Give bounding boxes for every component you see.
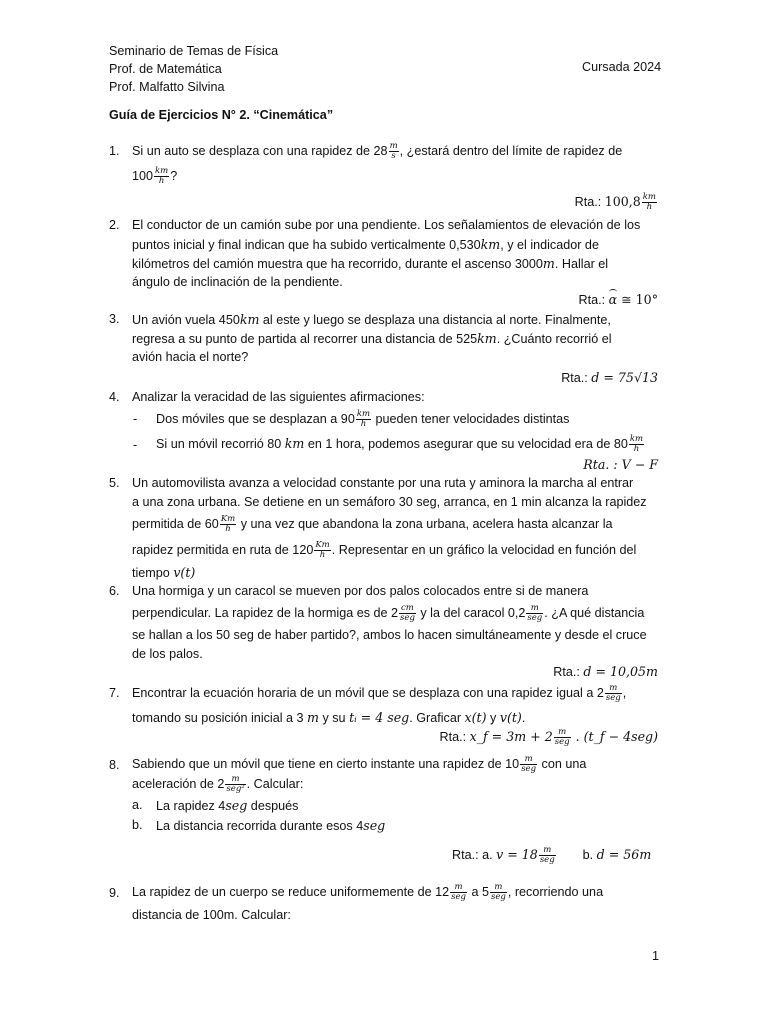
ex8-item-a-label: a. [132, 798, 143, 812]
course-header [109, 42, 278, 96]
ex3-line3: avión hacia el norte? [132, 350, 249, 364]
ex5-number: 5. [109, 476, 120, 490]
ex7-line1: Encontrar la ecuación horaria de un móvil que se desplaza con una rapidez igual a 2 $\frac{m}{\text{seg}}$ , [132, 683, 627, 703]
ex8-item-b-label: b. [132, 818, 143, 832]
ex9-line1: La rapidez de un cuerpo se reduce uniformemente de 12 $\frac{m}{\text{seg}}$ a 5 $\frac{m}{\text{seg}}$ , recorriendo una [132, 882, 604, 902]
ex8-answer: Rta.: a. v = 18 $\frac{m}{\text{seg}}$ b. d = 56m [452, 845, 652, 865]
ex5-line1: Un automovilista avanza a velocidad constante por una ruta y aminora la marcha al entrar [132, 476, 634, 490]
ex4-line1: Analizar la veracidad de las siguientes afirmaciones: [132, 390, 425, 404]
ex2-answer: Rta.: α ≅ 10° [578, 292, 658, 307]
ex7-line2: tomando su posición inicial a 3 m y su tᵢ = 4 seg. Graficar x(t) y v(t). [132, 710, 526, 725]
ex4-statement-2: Si un móvil recorrió 80 km en 1 hora, podemos asegurar que su velocidad era de 80 $\frac{km}{h}$ [156, 434, 644, 454]
ex2-line2: puntos inicial y final indican que ha subido verticalmente 0,530km, y el indicador de [132, 237, 599, 252]
ex4-dash-2: - [133, 438, 138, 452]
cursada-year: Cursada 2024 [582, 60, 662, 74]
ex7-number: 7. [109, 686, 120, 700]
ex8-number: 8. [109, 758, 120, 772]
ex4-dash-1: - [133, 412, 138, 426]
ex8-line2: aceleración de 2 $\frac{m}{\text{seg²}}$ . Calcular: [132, 774, 304, 794]
ex3-line2: regresa a su punto de partida al recorrer una distancia de 525km. ¿Cuánto recorrió el [132, 331, 612, 346]
ex2-line4: ángulo de inclinación de la pendiente. [132, 275, 343, 289]
ex1-answer: Rta.: 100,8 $\frac{km}{h}$ [574, 192, 656, 212]
ex4-statement-1: Dos móviles que se desplazan a 90 $\frac{km}{h}$ pueden tener velocidades distintas [156, 409, 570, 429]
ex3-number: 3. [109, 312, 120, 326]
guide-title: Guía de Ejercicios N° 2. “Cinemática” [109, 108, 334, 122]
ex3-line1: Un avión vuela 450km al este y luego se desplaza una distancia al norte. Finalmente, [132, 312, 611, 327]
ex6-line3: se hallan a los 50 seg de haber partido?, ambos lo hacen simultáneamente y desde el cruce [132, 628, 647, 642]
ex1-number: 1. [109, 144, 120, 158]
ex1-line2: 100 $\frac{km}{h}$ ? [132, 166, 178, 186]
ex2-number: 2. [109, 218, 120, 232]
prof-line-1: Prof. de Matemática [109, 62, 222, 76]
ex9-number: 9. [109, 886, 120, 900]
ex5-line5: tiempo v(t) [132, 565, 196, 580]
ex6-line1: Una hormiga y un caracol se mueven por dos palos colocados entre si de manera [132, 584, 589, 598]
ex2-line1: El conductor de un camión sube por una pendiente. Los señalamientos de elevación de los [132, 218, 641, 232]
ex6-line4: de los palos. [132, 647, 203, 661]
ex3-answer: Rta.: d = 75√13 [561, 370, 658, 385]
ex6-line2: perpendicular. La rapidez de la hormiga es de 2 $\frac{cm}{\text{seg}}$ y la del caracol 0,2 $\frac{m}{\text{seg}}$ . ¿A qué distancia [132, 603, 645, 623]
ex9-line2: distancia de 100m. Calcular: [132, 908, 291, 922]
ex1-fraction-kmh: $\frac{km}{h}$ [155, 166, 169, 186]
seminar-name: Seminario de Temas de Física [109, 44, 279, 58]
ex5-line2: a una zona urbana. Se detiene en un semáforo 30 seg, arranca, en 1 min alcanza la rapidez [132, 495, 647, 509]
ex8-line1: Sabiendo que un móvil que tiene en cierto instante una rapidez de 10 $\frac{m}{\text{seg}}$ con una [132, 754, 587, 774]
page-number: 1 [652, 949, 660, 963]
ex5-line3: permitida de 60 $\frac{Km}{h}$ y una vez que abandona la zona urbana, acelera hasta alcanzar la [132, 514, 613, 534]
ex2-line3: kilómetros del camión muestra que ha recorrido, durante el ascenso 3000m. Hallar el [132, 256, 609, 271]
prof-line-2: Prof. Malfatto Silvina [109, 80, 225, 94]
ex8-item-a: La rapidez 4seg después [156, 798, 299, 813]
ex4-number: 4. [109, 390, 120, 404]
ex1-fraction-ms: $\frac{m}{s}$ [389, 141, 398, 161]
ex8-item-b: La distancia recorrida durante esos 4seg [156, 818, 386, 833]
ex6-number: 6. [109, 584, 120, 598]
ex4-answer: Rta. : V − F [583, 457, 658, 472]
ex7-answer: Rta.: x_f = 3m + 2 $\frac{m}{\text{seg}}$ . (t_f − 4seg) [439, 727, 658, 747]
ex6-answer: Rta.: d = 10,05m [553, 664, 658, 679]
ex1-line1: Si un auto se desplaza con una rapidez de 28 $\frac{m}{s}$ , ¿estará dentro del límite de rapidez de [132, 141, 623, 161]
ex5-line4: rapidez permitida en ruta de 120 $\frac{Km}{h}$ . Representar en un gráfico la velocidad en función del [132, 540, 637, 560]
